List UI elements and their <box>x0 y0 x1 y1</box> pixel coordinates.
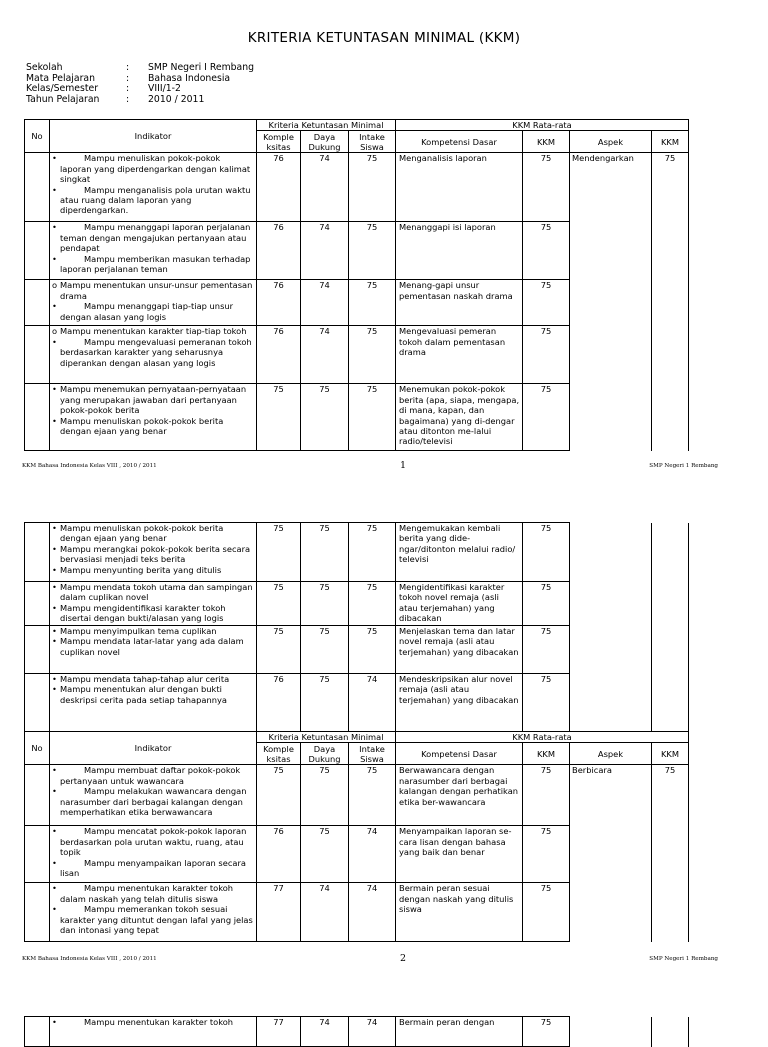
kompetensi-dasar: Mendeskripsikan alur novel remaja (asli atau terjemahan) yang dibacakan <box>396 674 523 732</box>
kkm-aspek-value <box>652 384 689 451</box>
no-cell <box>25 674 50 732</box>
indikator-cell <box>50 153 257 222</box>
kkm-aspek-value: 75 <box>652 765 689 826</box>
daya-dukung-value: 74 <box>301 1017 349 1047</box>
table-row <box>25 384 689 451</box>
table-row <box>25 222 689 280</box>
indikator-item <box>52 301 254 322</box>
bullet-icon: • <box>52 301 57 312</box>
indikator-item <box>52 684 254 705</box>
no-cell <box>25 384 50 451</box>
col-kompetensi-header: Kompetensi Dasar <box>396 743 523 765</box>
kkm-value: 75 <box>523 582 570 626</box>
col-no-header: No <box>25 732 50 765</box>
intake-value: 75 <box>349 153 396 222</box>
school-info <box>26 63 254 105</box>
indikator-cell <box>50 883 257 942</box>
kompleksitas-value: 76 <box>257 280 301 326</box>
kompetensi-dasar: Berwawancara dengan narasumber dari berbagai kalangan dengan perhatikan etika ber-wawancara <box>396 765 523 826</box>
bullet-icon: • <box>52 582 57 592</box>
page-number: 2 <box>399 953 407 964</box>
indikator-text: Mampu memberikan masukan terhadap laporan perjalanan teman <box>60 253 251 275</box>
bullet-icon: • <box>52 543 57 554</box>
bullet-icon: • <box>52 564 57 575</box>
kompleksitas-value: 75 <box>257 523 301 582</box>
kkm-value: 75 <box>523 1017 570 1047</box>
info-value: 2010 / 2011 <box>148 93 205 105</box>
indikator-cell <box>50 326 257 384</box>
indikator-item <box>52 523 254 544</box>
aspek-cell <box>570 523 652 582</box>
bullet-icon: • <box>52 222 57 233</box>
intake-value: 75 <box>349 280 396 326</box>
kkm-aspek-value <box>652 674 689 732</box>
bullet-icon: • <box>52 857 57 868</box>
kompleksitas-value: 75 <box>257 626 301 674</box>
kompetensi-dasar: Menanggapi isi laporan <box>396 222 523 280</box>
indikator-text: Mampu menanggapi laporan perjalanan teman dengan mengajukan pertanyaan atau pendapat <box>60 222 251 254</box>
indikator-cell <box>50 1017 257 1047</box>
info-value: SMP Negeri I Rembang <box>148 62 255 73</box>
indikator-item <box>52 384 254 415</box>
indikator-text: Mampu membuat daftar pokok-pokok pertanyaan untuk wawancara <box>60 765 241 786</box>
info-separator: : <box>126 93 130 105</box>
indikator-text: Mampu menyampaikan laporan secara lisan <box>60 857 246 879</box>
no-cell <box>25 222 50 280</box>
kkm-aspek-value <box>652 626 689 674</box>
daya-dukung-value: 75 <box>301 674 349 732</box>
daya-dukung-value: 75 <box>301 765 349 826</box>
circle-bullet-icon: o <box>52 280 58 291</box>
kkm-value: 75 <box>523 826 570 883</box>
indikator-item <box>52 416 254 437</box>
no-cell <box>25 326 50 384</box>
indikator-item <box>52 858 254 879</box>
indikator-item <box>52 326 254 336</box>
indikator-text: Mampu menuliskan pokok-pokok berita dengan ejaan yang benar <box>60 415 224 437</box>
indikator-cell <box>50 582 257 626</box>
info-value: Bahasa Indonesia <box>148 72 231 84</box>
info-row <box>26 95 254 106</box>
kkm-table-page2-continued <box>24 522 689 732</box>
footer-left: KKM Bahasa Indonesia Kelas VIII , 2010 / 2011 <box>22 955 157 962</box>
bullet-icon: • <box>52 826 57 837</box>
kompetensi-dasar: Mengidentifikasi karakter tokoh novel remaja (asli atau terjemahan) yang dibacakan <box>396 582 523 626</box>
indikator-item <box>52 626 254 636</box>
indikator-text: Mampu menentukan karakter tokoh dalam naskah yang telah ditulis siswa <box>60 883 234 904</box>
indikator-text: Mampu mendata latar-latar yang ada dalam cuplikan novel <box>60 636 244 657</box>
indikator-text: Mampu menentukan karakter tokoh <box>84 1017 234 1027</box>
info-label: Kelas/Semester <box>26 83 99 94</box>
indikator-item <box>52 254 254 275</box>
kompleksitas-value: 75 <box>257 582 301 626</box>
indikator-item <box>52 786 254 817</box>
kompetensi-dasar: Menjelaskan tema dan latar novel remaja (asli atau terjemahan) yang dibacakan <box>396 626 523 674</box>
kompleksitas-value: 75 <box>257 765 301 826</box>
indikator-text: Mampu menganalisis pola urutan waktu atau ruang dalam laporan yang diperdengarkan. <box>60 184 251 216</box>
bullet-icon: • <box>52 883 57 894</box>
info-row <box>26 63 254 74</box>
indikator-cell <box>50 384 257 451</box>
aspek-cell <box>570 826 652 883</box>
daya-dukung-value: 75 <box>301 384 349 451</box>
no-cell <box>25 626 50 674</box>
kompleksitas-value: 76 <box>257 222 301 280</box>
aspek-cell <box>570 222 652 280</box>
intake-value: 74 <box>349 826 396 883</box>
indikator-text: Mampu mengevaluasi pemeranan tokoh berdasarkan karakter yang seharusnya diperankan dengan alasan yang logis <box>60 336 252 368</box>
col-kkm2-header: KKM <box>652 131 689 153</box>
bullet-icon: • <box>52 153 57 164</box>
bullet-icon: • <box>52 602 57 613</box>
daya-dukung-value: 74 <box>301 280 349 326</box>
col-indikator-header: Indikator <box>50 732 257 765</box>
col-no-header: No <box>25 120 50 153</box>
kkm-value: 75 <box>523 222 570 280</box>
kompetensi-dasar: Mengemukakan kembali berita yang dide-ngar/ditonton melalui radio/ televisi <box>396 523 523 582</box>
col-kompleksitas-header: Komple ksitas <box>257 131 301 153</box>
kompetensi-dasar: Menganalisis laporan <box>396 153 523 222</box>
no-cell <box>25 280 50 326</box>
bullet-icon: • <box>52 904 57 915</box>
indikator-cell <box>50 674 257 732</box>
intake-value: 74 <box>349 1017 396 1047</box>
indikator-item <box>52 337 254 368</box>
intake-value: 75 <box>349 765 396 826</box>
indikator-text: Mampu memerankan tokoh sesuai karakter yang dituntut dengan lafal yang jelas dan intonasi yang tepat <box>60 904 253 936</box>
intake-value: 75 <box>349 326 396 384</box>
intake-value: 74 <box>349 883 396 942</box>
kompleksitas-value: 76 <box>257 326 301 384</box>
kkm-value: 75 <box>523 765 570 826</box>
indikator-text: Mampu menuliskan pokok-pokok berita dengan ejaan yang benar <box>60 523 224 544</box>
indikator-text: Mampu mencatat pokok-pokok laporan berdasarkan pola urutan waktu, ruang, atau topik <box>60 826 247 858</box>
table-row <box>25 1017 689 1047</box>
info-label: Tahun Pelajaran <box>26 93 100 105</box>
indikator-cell <box>50 765 257 826</box>
indikator-item <box>52 603 254 624</box>
kkm-value: 75 <box>523 674 570 732</box>
daya-dukung-value: 75 <box>301 826 349 883</box>
intake-value: 74 <box>349 674 396 732</box>
indikator-text: Mampu menentukan unsur-unsur pementasan drama <box>60 280 253 301</box>
no-cell <box>25 153 50 222</box>
info-label: Mata Pelajaran <box>26 72 95 84</box>
daya-dukung-value: 74 <box>301 883 349 942</box>
kompetensi-dasar: Menyampaikan laporan se-cara lisan dengan bahasa yang baik dan benar <box>396 826 523 883</box>
kompetensi-dasar: Menang-gapi unsur pementasan naskah drama <box>396 280 523 326</box>
daya-dukung-value: 75 <box>301 626 349 674</box>
no-cell <box>25 523 50 582</box>
no-cell <box>25 582 50 626</box>
kompleksitas-value: 75 <box>257 384 301 451</box>
col-intake-header: Intake Siswa <box>349 743 396 765</box>
intake-value: 75 <box>349 626 396 674</box>
kompetensi-dasar: Bermain peran sesuai dengan naskah yang ditulis siswa <box>396 883 523 942</box>
indikator-text: Mampu menemukan pernyataan-pernyataan yang merupakan jawaban dari pertanyaan pokok-pokok berita <box>60 384 247 416</box>
footer-left: KKM Bahasa Indonesia Kelas VIII , 2010 / 2011 <box>22 462 157 469</box>
kkm-value: 75 <box>523 626 570 674</box>
indikator-cell <box>50 523 257 582</box>
indikator-item <box>52 826 254 857</box>
indikator-text: Mampu menyunting berita yang ditulis <box>60 564 222 575</box>
no-cell <box>25 883 50 942</box>
bullet-icon: • <box>52 684 57 695</box>
aspek-cell <box>570 326 652 384</box>
aspek-cell <box>570 582 652 626</box>
kkm-value: 75 <box>523 384 570 451</box>
col-kkm2-header: KKM <box>652 743 689 765</box>
circle-bullet-icon: o <box>52 326 58 337</box>
bullet-icon: • <box>52 415 57 426</box>
kkm-aspek-value <box>652 582 689 626</box>
no-cell <box>25 1017 50 1047</box>
kkm-aspek-value <box>652 883 689 942</box>
kkm-aspek-value <box>652 826 689 883</box>
col-aspek-header: Aspek <box>570 743 652 765</box>
kkm-aspek-value <box>652 523 689 582</box>
kkm-table-page3-partial <box>24 1016 689 1047</box>
aspek-cell <box>570 674 652 732</box>
bullet-icon: • <box>52 184 57 195</box>
daya-dukung-value: 75 <box>301 582 349 626</box>
col-daya-dukung-header: Daya Dukung <box>301 131 349 153</box>
col-aspek-header: Aspek <box>570 131 652 153</box>
indikator-item <box>52 674 254 684</box>
kkm-aspek-value <box>652 1017 689 1047</box>
no-cell <box>25 765 50 826</box>
indikator-item <box>52 582 254 603</box>
intake-value: 75 <box>349 523 396 582</box>
aspek-cell <box>570 384 652 451</box>
kkm-value: 75 <box>523 883 570 942</box>
col-daya-dukung-header: Daya Dukung <box>301 743 349 765</box>
table-row <box>25 582 689 626</box>
intake-value: 75 <box>349 582 396 626</box>
bullet-icon: • <box>52 786 57 797</box>
indikator-text: Mampu mendata tokoh utama dan sampingan dalam cuplikan novel <box>60 582 253 603</box>
kkm-value: 75 <box>523 280 570 326</box>
footer-page1 <box>22 460 718 471</box>
table-row <box>25 674 689 732</box>
kkm-value: 75 <box>523 153 570 222</box>
kkm-rata-header: KKM Rata-rata <box>396 732 689 743</box>
indikator-text: Mampu mengidentifikasi karakter tokoh disertai dengan bukti/alasan yang logis <box>60 602 226 624</box>
kriteria-header: Kriteria Ketuntasan Minimal <box>257 732 396 743</box>
bullet-icon: • <box>52 253 57 264</box>
indikator-item <box>52 565 254 575</box>
kkm-rata-header: KKM Rata-rata <box>396 120 689 131</box>
bullet-icon: • <box>52 1017 57 1027</box>
indikator-cell <box>50 826 257 883</box>
bullet-icon: • <box>52 523 57 533</box>
indikator-item <box>52 904 254 935</box>
aspek-cell <box>570 280 652 326</box>
indikator-text: Mampu menentukan alur dengan bukti deskripsi cerita pada setiap tahapannya <box>60 684 227 705</box>
kompetensi-dasar: Bermain peran dengan <box>396 1017 523 1047</box>
daya-dukung-value: 74 <box>301 222 349 280</box>
bullet-icon: • <box>52 626 57 636</box>
footer-right: SMP Negeri 1 Rembang <box>649 462 718 469</box>
table-row <box>25 765 689 826</box>
intake-value: 75 <box>349 384 396 451</box>
bullet-icon: • <box>52 765 57 776</box>
indikator-item <box>52 153 254 184</box>
daya-dukung-value: 74 <box>301 326 349 384</box>
kompetensi-dasar: Menemukan pokok-pokok berita (apa, siapa, mengapa, di mana, kapan, dan bagaimana) yang di-dengar atau ditonton me-lalui radio/televisi <box>396 384 523 451</box>
kompetensi-dasar: Mengevaluasi pemeran tokoh dalam pementasan drama <box>396 326 523 384</box>
kkm-aspek-value <box>652 326 689 384</box>
kompleksitas-value: 76 <box>257 153 301 222</box>
table-row <box>25 523 689 582</box>
table-row <box>25 883 689 942</box>
intake-value: 75 <box>349 222 396 280</box>
col-kkm-header: KKM <box>523 131 570 153</box>
daya-dukung-value: 75 <box>301 523 349 582</box>
indikator-text: Mampu menanggapi tiap-tiap unsur dengan alasan yang logis <box>60 301 234 322</box>
indikator-text: Mampu melakukan wawancara dengan narasumber dari berbagai kalangan dengan memperhatikan etika berwawancara <box>60 786 247 818</box>
kompleksitas-value: 76 <box>257 674 301 732</box>
kkm-value: 75 <box>523 523 570 582</box>
aspek-cell <box>570 626 652 674</box>
kompleksitas-value: 76 <box>257 826 301 883</box>
table-row <box>25 153 689 222</box>
indikator-text: Mampu menyimpulkan tema cuplikan <box>60 626 217 636</box>
kkm-aspek-value <box>652 280 689 326</box>
kompleksitas-value: 77 <box>257 1017 301 1047</box>
col-kkm-header: KKM <box>523 743 570 765</box>
kompleksitas-value: 77 <box>257 883 301 942</box>
indikator-text: Mampu merangkai pokok-pokok berita secara bervasiasi menjadi teks berita <box>60 543 251 565</box>
info-value: VIII/1-2 <box>148 83 181 94</box>
table-row <box>25 626 689 674</box>
indikator-item <box>52 222 254 253</box>
col-indikator-header: Indikator <box>50 120 257 153</box>
no-cell <box>25 826 50 883</box>
indikator-text: Mampu menuliskan pokok-pokok laporan yang diperdengarkan dengan kalimat singkat <box>60 153 251 185</box>
daya-dukung-value: 74 <box>301 153 349 222</box>
table-row <box>25 280 689 326</box>
col-kompetensi-header: Kompetensi Dasar <box>396 131 523 153</box>
footer-right: SMP Negeri 1 Rembang <box>649 955 718 962</box>
kkm-aspek-value: 75 <box>652 153 689 222</box>
kkm-value: 75 <box>523 326 570 384</box>
info-row <box>26 84 254 95</box>
document-title: KRITERIA KETUNTASAN MINIMAL (KKM) <box>247 30 521 46</box>
info-separator: : <box>126 72 130 84</box>
info-separator: : <box>126 62 130 73</box>
info-label: Sekolah <box>26 62 63 73</box>
table-row <box>25 826 689 883</box>
indikator-item <box>52 544 254 565</box>
indikator-text: Mampu menentukan karakter tiap-tiap tokoh <box>60 326 247 337</box>
kkm-table-page2 <box>24 731 689 942</box>
indikator-cell <box>50 280 257 326</box>
kkm-aspek-value <box>652 222 689 280</box>
table-row <box>25 326 689 384</box>
page-number: 1 <box>399 460 407 471</box>
indikator-item <box>52 185 254 216</box>
indikator-item <box>52 280 254 301</box>
footer-page2 <box>22 953 718 964</box>
aspek-cell: Berbicara <box>570 765 652 826</box>
bullet-icon: • <box>52 636 57 647</box>
col-intake-header: Intake Siswa <box>349 131 396 153</box>
info-separator: : <box>126 83 130 94</box>
aspek-cell <box>570 883 652 942</box>
kriteria-header: Kriteria Ketuntasan Minimal <box>257 120 396 131</box>
indikator-item <box>52 765 254 786</box>
bullet-icon: • <box>52 384 57 395</box>
indikator-item <box>52 636 254 657</box>
aspek-cell <box>570 1017 652 1047</box>
aspek-cell: Mendengarkan <box>570 153 652 222</box>
indikator-item <box>52 1017 254 1027</box>
col-kompleksitas-header: Komple ksitas <box>257 743 301 765</box>
bullet-icon: • <box>52 336 57 347</box>
indikator-text: Mampu mendata tahap-tahap alur cerita <box>60 674 230 684</box>
bullet-icon: • <box>52 674 57 684</box>
indikator-cell <box>50 222 257 280</box>
kkm-table-page1 <box>24 119 689 451</box>
indikator-cell <box>50 626 257 674</box>
indikator-item <box>52 883 254 904</box>
